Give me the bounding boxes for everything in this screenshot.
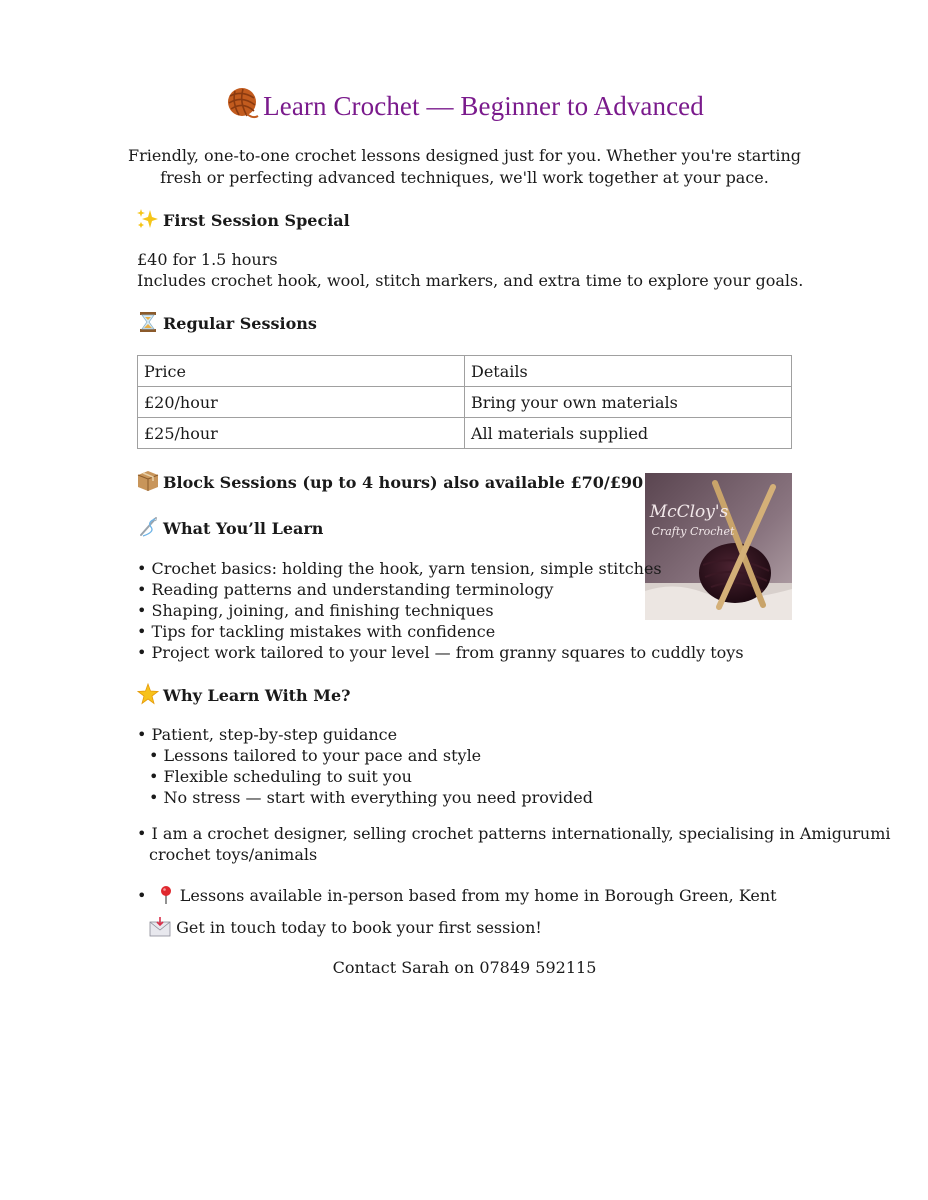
designer-line: crochet toys/animals — [149, 845, 318, 864]
table-row — [138, 418, 792, 449]
glowing-star-icon — [137, 683, 159, 711]
designer-text — [137, 823, 891, 865]
location-line: • Lessons available in-person based from my home in Borough Green, Kent — [137, 885, 777, 910]
contact-line: Contact Sarah on 07849 592115 — [332, 958, 597, 977]
list-item: • Crochet basics: holding the hook, yarn tension, simple stitches — [137, 559, 662, 578]
why-list — [137, 724, 593, 808]
pin-icon — [157, 885, 175, 910]
first-session-includes: Includes crochet hook, wool, stitch markers, and extra time to explore your goals. — [137, 271, 804, 290]
table-header-cell: Details — [465, 356, 792, 387]
list-item: • Project work tailored to your level — from granny squares to cuddly toys — [137, 643, 744, 662]
list-item: • Flexible scheduling to suit you — [149, 767, 412, 786]
intro-text: Friendly, one-to-one crochet lessons designed just for you. Whether you're starting fresh or perfecting advanced techniques, we'll work together at your pace. — [127, 146, 802, 187]
table-cell: £25/hour — [138, 418, 465, 449]
designer-line: • I am a crochet designer, selling crochet patterns internationally, specialising in Amigurumi — [137, 824, 891, 843]
table-cell: All materials supplied — [465, 418, 792, 449]
table-header-row — [138, 356, 792, 387]
envelope-icon — [149, 917, 171, 942]
first-session-heading: First Session Special — [137, 208, 350, 236]
list-item: • Lessons tailored to your pace and style — [149, 746, 482, 765]
block-sessions-heading: Block Sessions (up to 4 hours) also available £70/£90 — [137, 470, 643, 498]
list-item: • Patient, step-by-step guidance — [137, 725, 398, 744]
regular-sessions-heading: Regular Sessions — [137, 311, 317, 339]
needle-thread-icon — [137, 516, 159, 544]
cta-line: Get in touch today to book your first session! — [149, 917, 542, 942]
price-table — [137, 355, 792, 449]
first-session-price: £40 for 1.5 hours — [137, 250, 278, 269]
learn-list — [137, 558, 744, 663]
list-item: • Tips for tackling mistakes with confidence — [137, 622, 496, 641]
logo-title-text: McCloy's — [649, 502, 729, 522]
list-item: • Shaping, joining, and finishing techniques — [137, 601, 494, 620]
logo-subtitle-text: Crafty Crochet — [651, 525, 735, 538]
yarn-ball-icon — [225, 86, 259, 130]
hourglass-icon — [137, 311, 159, 339]
page-title: Learn Crochet — Beginner to Advanced — [137, 86, 792, 130]
table-header-cell: Price — [138, 356, 465, 387]
sparkles-icon — [137, 208, 159, 236]
table-cell: Bring your own materials — [465, 387, 792, 418]
list-item: • Reading patterns and understanding terminology — [137, 580, 554, 599]
table-row — [138, 387, 792, 418]
list-item: • No stress — start with everything you need provided — [149, 788, 593, 807]
why-heading: Why Learn With Me? — [137, 683, 351, 711]
table-cell: £20/hour — [138, 387, 465, 418]
package-icon — [137, 470, 159, 498]
learn-heading: What You’ll Learn — [137, 516, 323, 544]
